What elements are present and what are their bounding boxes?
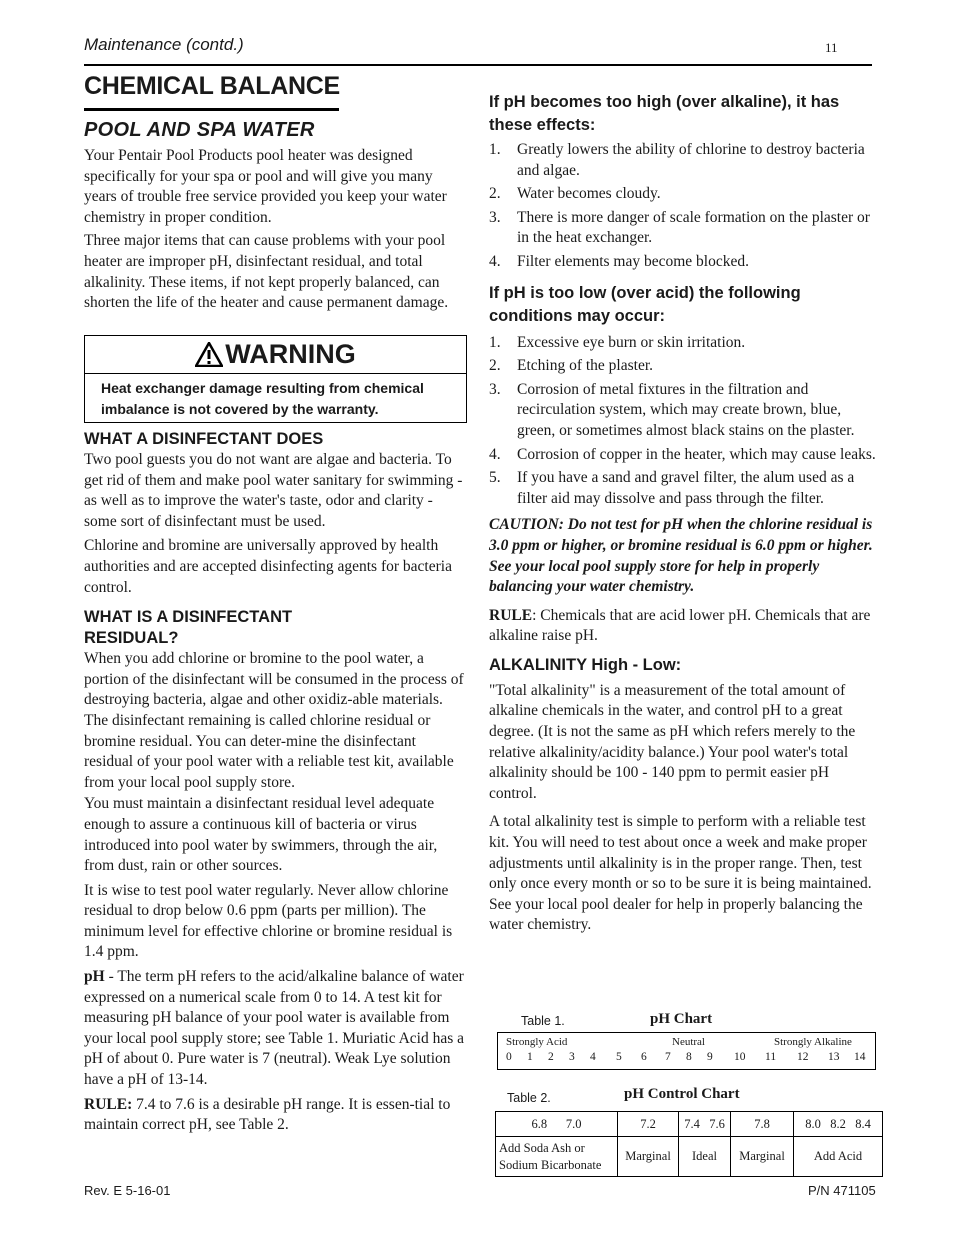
residual-paragraph-1: When you add chlorine or bromine to the pool water, a portion of the disinfectant will be consumed in the process of destroying bacteria, algae and other oxidiz-able materials. The disinfectant remaining is called chlorine residual or bromine residual. You can deter-mine the disinfectant residual of your pool water with a reliable test kit, available from your local pool supply store.	[84, 650, 464, 791]
list-item-text: Excessive eye burn or skin irritation.	[517, 333, 746, 351]
rule2-paragraph	[489, 606, 879, 647]
heading-what-disinfectant-does: WHAT A DISINFECTANT DOES	[84, 430, 324, 448]
ph-scale-value: 2	[548, 1051, 554, 1063]
page-title: CHEMICAL BALANCE	[84, 72, 340, 100]
intro-section	[84, 146, 467, 314]
ph-value-cell: 7.4 7.6	[679, 1112, 731, 1137]
residual-paragraph-3: It is wise to test pool water regularly. Never allow chlorine residual to drop below 0.6 ppm (parts per million). The minimum level for effective chlorine or bromine residual is 1.4 ppm.	[84, 881, 453, 961]
residual-paragraph-2: You must maintain a disinfectant residual level adequate enough to assure a continuous kill of bacteria or virus introduced into pool water by swimmers, through the air, from dust, rain or other sources.	[84, 795, 438, 875]
revision-footer: Rev. E 5-16-01	[84, 1183, 171, 1198]
list-item-number: 5.	[489, 469, 501, 487]
list-item-text: Etching of the plaster.	[517, 357, 654, 375]
list-item-text: Filter elements may become blocked.	[517, 252, 749, 270]
ph-scale-value: 4	[590, 1051, 596, 1063]
list-item-text: Corrosion of metal fixtures in the filtration and recirculation system, which may create brown, blue, green, or sometimes almost black stains on the plaster.	[517, 380, 855, 439]
ph-scale-value: 10	[734, 1051, 746, 1063]
ph-value-cell: 7.8	[731, 1112, 794, 1137]
list-item	[489, 468, 879, 509]
ph-high-effects-list	[489, 140, 879, 273]
disinfectant-paragraph-2: Chlorine and bromine are universally approved by health authorities and are accepted disinfecting agents for bacteria control.	[84, 537, 452, 596]
list-item-number: 3.	[489, 380, 501, 398]
ph-strongly-acid-label: Strongly Acid	[506, 1036, 568, 1048]
table2-title: pH Control Chart	[624, 1086, 740, 1102]
ph-action-cell: Ideal	[679, 1137, 731, 1177]
warning-header	[85, 336, 466, 374]
list-item-text: Corrosion of copper in the heater, which may cause leaks.	[517, 445, 876, 463]
heading-disinfectant-residual: WHAT IS A DISINFECTANT RESIDUAL?	[84, 608, 293, 648]
ph-scale-value: 6	[641, 1051, 647, 1063]
ph-lead: pH	[84, 968, 105, 986]
list-item-number: 4.	[489, 445, 501, 463]
ph-scale-value: 5	[616, 1051, 622, 1063]
intro-paragraph-1: Your Pentair Pool Products pool heater was designed specifically for your spa or pool and will give you many years of trouble free service provided you keep your water chemistry in proper condition.	[84, 147, 447, 226]
list-item-text: Water becomes cloudy.	[517, 185, 661, 203]
list-item-text: There is more danger of scale formation on the plaster or in the heat exchanger.	[517, 208, 870, 247]
list-item-number: 1.	[489, 141, 501, 158]
list-item	[489, 184, 879, 205]
list-item	[489, 208, 879, 249]
ph-scale-value: 1	[527, 1051, 533, 1063]
title-underline	[84, 108, 339, 111]
alkalinity-paragraph-2: A total alkalinity test is simple to perform with a reliable test kit. You will need to test about once a week and make proper adjustments until alkalinity is in the proper range. Then, test only once every month or so to be sure it is being maintained. See your local pool dealer for help in properly balancing the water chemistry.	[489, 813, 872, 934]
ph-value-cell: 6.8 7.0	[496, 1112, 618, 1137]
heading-ph-high: If pH becomes too high (over alkaline), it has these effects:	[489, 93, 840, 134]
warning-title: WARNING	[225, 339, 356, 369]
header-rule	[84, 64, 872, 66]
ph-value-cell: 7.2	[618, 1112, 679, 1137]
warning-text: Heat exchanger damage resulting from chemical imbalance is not covered by the warranty.	[101, 380, 424, 417]
ph-scale-value: 14	[854, 1051, 866, 1063]
page-number: 11	[825, 40, 838, 55]
list-item	[489, 445, 879, 466]
warning-triangle-icon	[195, 342, 223, 367]
caution-note: CAUTION: Do not test for pH when the chlorine residual is 3.0 ppm or higher, or bromine residual is 6.0 ppm or higher. See your local pool supply store for help in properly balancing your water chemistry.	[489, 516, 873, 596]
ph-text: - The term pH refers to the acid/alkaline balance of water expressed on a numerical scale from 0 to 14. A test kit for measuring pH balance of your pool water is available from your local pool supply store; see Table 1. Muriatic Acid has a pH of about 0. Pure water is 7 (neutral). Weak Lye solution have a pH of 13-14.	[84, 968, 465, 1089]
list-item-number: 1.	[489, 333, 501, 351]
ph-strongly-alkaline-label: Strongly Alkaline	[774, 1036, 852, 1048]
list-item-number: 2.	[489, 185, 501, 203]
ph-control-table	[495, 1111, 883, 1177]
ph-scale-value: 11	[765, 1051, 777, 1063]
list-item	[489, 252, 879, 273]
heading-alkalinity: ALKALINITY High - Low:	[489, 655, 682, 674]
ph-scale-value: 0	[506, 1051, 512, 1063]
intro-paragraph-2: Three major items that can cause problems with your pool heater are improper pH, disinfectant residual, and total alkalinity. These items, if not kept properly balanced, can shorten the life of the heater and cause permanent damage.	[84, 232, 449, 312]
rule-paragraph	[84, 1095, 467, 1136]
part-number-footer: P/N 471105	[808, 1183, 876, 1198]
ph-values-row	[496, 1112, 883, 1137]
list-item	[489, 140, 879, 181]
rule-text: 7.4 to 7.6 is a desirable pH range. It is essen-tial to maintain correct pH, see Table 2.	[84, 1095, 451, 1134]
ph-paragraph	[84, 967, 467, 1091]
ph-scale-value: 8	[686, 1051, 692, 1063]
ph-scale-value: 3	[569, 1051, 575, 1063]
table1-label: Table 1.	[521, 1014, 565, 1028]
ph-scale-value: 13	[828, 1051, 840, 1063]
rule2-text: : Chemicals that are acid lower pH. Chemicals that are alkaline raise pH.	[489, 606, 871, 645]
table1-title: pH Chart	[650, 1011, 713, 1027]
running-header: Maintenance (contd.)	[84, 35, 244, 54]
alkalinity-paragraph-1: "Total alkalinity" is a measurement of the total amount of alkaline chemicals in the water, and control pH to a great degree. (It is not the same as pH which refers merely to the relative alkalinity/acidity balance.) Your pool water's total alkalinity should be 100 - 140 ppm to permit easier pH control.	[489, 681, 856, 802]
right-column	[489, 91, 879, 936]
disinfectant-paragraph-1: Two pool guests you do not want are algae and bacteria. To get rid of them and make pool water sanitary for swimming - as well as to improve the water's taste, odor and clarity - some sort of disinfectant must be used.	[84, 451, 463, 530]
list-item-text: If you have a sand and gravel filter, the alum used as a filter aid may dissolve and pass through the filter.	[517, 469, 855, 507]
list-item-number: 3.	[489, 208, 501, 226]
heading-ph-low: If pH is too low (over acid) the following conditions may occur:	[489, 283, 801, 325]
warning-box	[84, 335, 467, 423]
rule2-lead: RULE	[489, 606, 533, 624]
disinfectant-section	[84, 429, 467, 1136]
list-item-text: Greatly lowers the ability of chlorine to destroy bacteria and algae.	[517, 141, 865, 179]
section-subtitle: POOL AND SPA WATER	[84, 119, 315, 141]
ph-actions-row	[496, 1137, 883, 1177]
ph-action-cell: Add Acid	[794, 1137, 883, 1177]
ph-scale-value: 12	[797, 1051, 809, 1063]
ph-action-cell: Marginal	[618, 1137, 679, 1177]
list-item	[489, 333, 879, 354]
list-item-number: 4.	[489, 252, 501, 270]
ph-chart-table	[497, 1032, 876, 1070]
rule-lead: RULE:	[84, 1095, 133, 1113]
ph-action-cell: Add Soda Ash or Sodium Bicarbonate	[496, 1137, 618, 1177]
ph-value-cell: 8.0 8.2 8.4	[794, 1112, 883, 1137]
ph-scale-value: 9	[707, 1051, 713, 1063]
ph-low-effects-list	[489, 333, 879, 510]
ph-neutral-label: Neutral	[672, 1036, 705, 1048]
list-item	[489, 356, 879, 377]
list-item	[489, 380, 879, 442]
table2-label: Table 2.	[507, 1091, 551, 1105]
ph-scale-value: 7	[665, 1051, 671, 1063]
ph-action-cell: Marginal	[731, 1137, 794, 1177]
list-item-number: 2.	[489, 357, 501, 375]
